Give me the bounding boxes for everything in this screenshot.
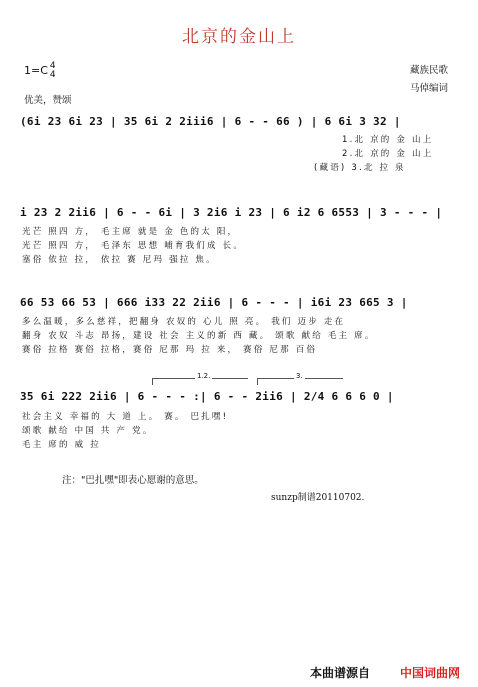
lyric-row-4-verse-2: 颂歌 献给 中国 共 产 党。	[22, 426, 154, 436]
time-top: 4	[49, 61, 56, 71]
tempo-marking: 优美，赞颂	[24, 95, 72, 106]
lyric-row-3-verse-1: 多么温暖，多么慈祥，把翻身 农奴的 心儿 照 亮。 我们 迈步 走在	[22, 317, 346, 327]
volta-bracket-2	[257, 372, 343, 385]
lyric-row-4-verse-3: 毛主 席的 威 拉	[22, 440, 101, 450]
volta-label-1: 1.2.	[197, 372, 211, 380]
song-arranger: 马倬编词	[409, 83, 448, 94]
source-label: 本曲谱源自	[310, 666, 371, 680]
lyric-row-3-verse-2: 翻身 农奴 斗志 昂扬，建设 社会 主义的新 西 藏。 颂歌 献给 毛主 席。	[22, 331, 376, 341]
page-title: 北京的金山上	[182, 27, 296, 47]
footnote: 注："巴扎嘿"即表心愿谢的意思。	[62, 475, 204, 486]
lyric-row-2-verse-2: 光芒 照四 方， 毛泽东 思想 哺育我们成 长。	[22, 241, 245, 251]
site-name[interactable]: 中国词曲网	[400, 666, 461, 680]
lyric-row-2-verse-3: 塞俗 依拉 拉， 依拉 赛 尼玛 强拉 焦。	[22, 255, 217, 265]
lyric-row-1-verse-2: 2.北 京的 金 山上	[342, 149, 434, 159]
time-bottom: 4	[49, 70, 56, 80]
volta-bracket-1	[152, 372, 248, 385]
song-origin: 藏族民歌	[409, 65, 448, 76]
notation-row-3: 66 53 66 53 | 666 i33 22 2ii6 | 6 - - - | i6i 23 665 3 |	[20, 296, 408, 309]
lyric-row-1-verse-1: 1.北 京的 金 山上	[342, 135, 434, 145]
notation-row-4: 35 6i 222 2ii6 | 6 - - - :| 6 - - 2ii6 | 2/4 6 6 6 0 |	[20, 390, 394, 403]
lyric-row-3-verse-3: 赛俗 拉格 赛俗 拉格，赛俗 尼那 玛 拉 来， 赛俗 尼那 百俗	[22, 345, 318, 355]
lyric-row-4-verse-1: 社会主义 幸福的 大 道 上。 赛。 巴扎嘿!	[22, 412, 229, 422]
key-label: 1=C	[24, 64, 48, 77]
time-signature	[50, 62, 56, 80]
lyric-row-2-verse-1: 光芒 照四 方， 毛主席 就是 金 色的太 阳，	[22, 227, 239, 237]
notation-row-2: i 23 2 2ii6 | 6 - - 6i | 3 2i6 i 23 | 6 i2 6 6553 | 3 - - - |	[20, 206, 443, 219]
volta-label-2: 3.	[296, 372, 303, 380]
notation-row-1: (6i 23 6i 23 | 35 6i 2 2iii6 | 6 - - 66 ) | 6 6i 3 32 |	[20, 115, 401, 128]
transcriber-credit: sunzp制谱20110702.	[271, 493, 365, 503]
key-signature	[24, 62, 56, 80]
lyric-row-1-verse-3: (藏语) 3.北 拉 泉	[314, 163, 406, 173]
